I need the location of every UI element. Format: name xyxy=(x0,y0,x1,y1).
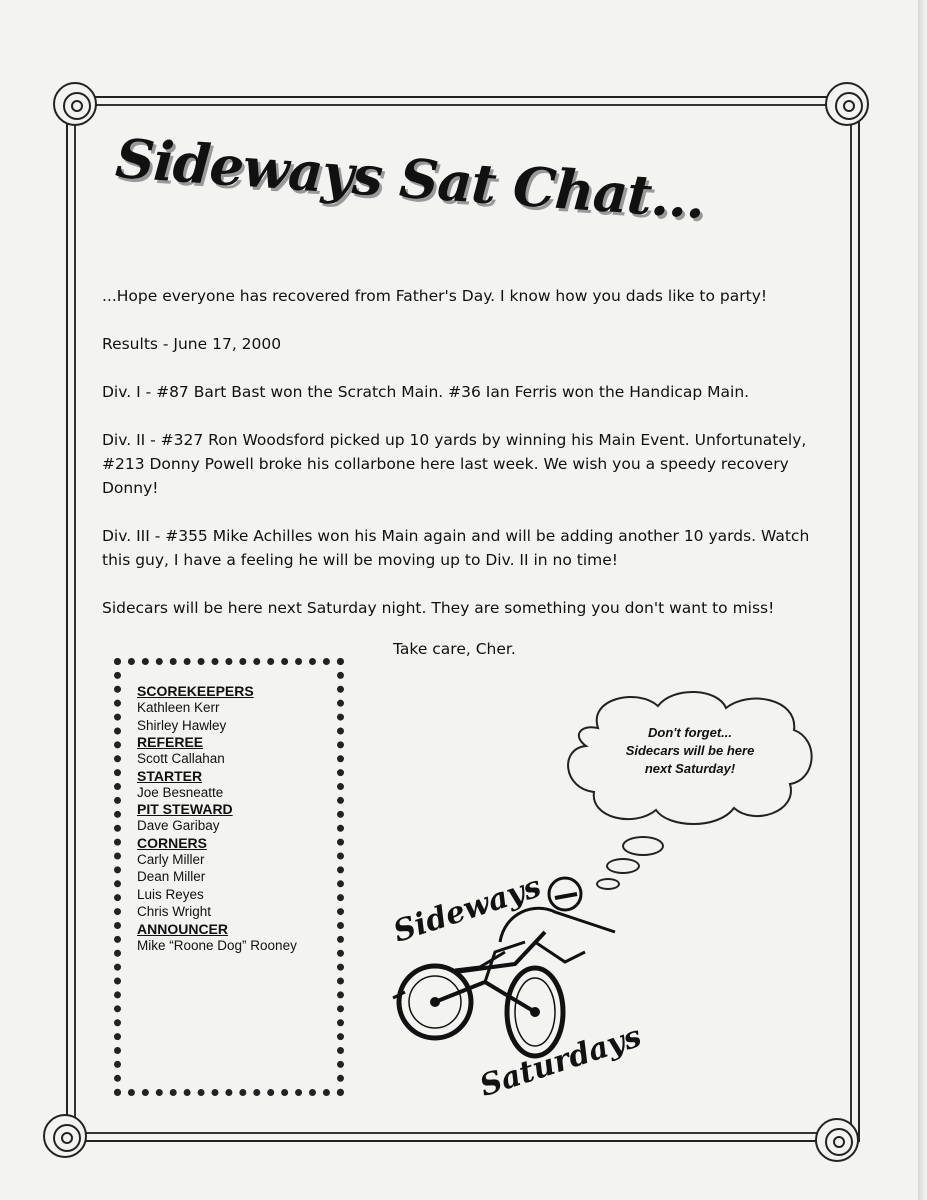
intro-paragraph: ...Hope everyone has recovered from Father's Day. I know how you dads like to party! xyxy=(102,287,768,305)
credit-group xyxy=(137,801,337,835)
div1-results: Div. I - #87 Bart Bast won the Scratch Main. #36 Ian Ferris won the Handicap Main. xyxy=(102,383,750,401)
corner-ornament-icon xyxy=(825,82,869,126)
sidecars-note: Sidecars will be here next Saturday night. They are something you don't want to miss! xyxy=(102,599,775,617)
corner-ornament-icon xyxy=(53,82,97,126)
credits-box xyxy=(114,658,344,1096)
credit-role: CORNERS xyxy=(137,834,208,851)
credit-role: SCOREKEEPERS xyxy=(137,683,254,699)
logo-word-top: Sideways xyxy=(389,869,546,950)
credit-name: Mike “Roone Dog” Rooney xyxy=(137,937,297,953)
cloud-line: Sidecars will be here xyxy=(625,743,755,758)
credit-group xyxy=(137,683,337,734)
credit-role: ANNOUNCER xyxy=(137,920,228,937)
corner-ornament-icon xyxy=(43,1114,87,1158)
credit-role: STARTER xyxy=(137,767,203,784)
credit-group xyxy=(137,921,337,955)
credit-group xyxy=(137,734,337,768)
credit-name: Luis Reyes xyxy=(137,886,204,902)
credit-group xyxy=(137,835,337,921)
credit-name: Carly Miller xyxy=(137,851,205,867)
credit-name: Dave Garibay xyxy=(137,818,220,833)
credit-name: Shirley Hawley xyxy=(137,717,227,733)
credit-name: Chris Wright xyxy=(137,904,212,919)
cloud-line: next Saturday! xyxy=(644,761,736,776)
credit-role: PIT STEWARD xyxy=(137,801,233,817)
page-title: Sideways Sat Chat... xyxy=(113,126,707,231)
div2-results: Div. II - #327 Ron Woodsford picked up 10 yards by winning his Main Event. Unfortunately, #213 Donny Powell broke his collarbone here last week. We wish you a speedy recovery Donny! xyxy=(102,431,807,497)
credit-group xyxy=(137,768,337,802)
results-heading: Results - June 17, 2000 xyxy=(102,335,282,353)
credit-name: Joe Besneatte xyxy=(137,784,224,800)
page-edge xyxy=(918,0,927,1200)
cloud-line: Don't forget... xyxy=(648,725,732,740)
sideways-saturdays-logo xyxy=(385,852,655,1102)
credit-name: Scott Callahan xyxy=(137,751,225,766)
credit-name: Dean Miller xyxy=(137,869,206,884)
logo-word-bottom: Saturdays xyxy=(475,1019,646,1104)
credit-role: REFEREE xyxy=(137,734,204,750)
thought-cloud-text xyxy=(600,724,780,778)
credit-name: Kathleen Kerr xyxy=(137,700,220,715)
signoff: Take care, Cher. xyxy=(393,640,516,658)
div3-results: Div. III - #355 Mike Achilles won his Main again and will be adding another 10 yards. Watch this guy, I have a feeling he will be moving up to Div. II in no time! xyxy=(102,527,810,569)
corner-ornament-icon xyxy=(815,1118,859,1162)
